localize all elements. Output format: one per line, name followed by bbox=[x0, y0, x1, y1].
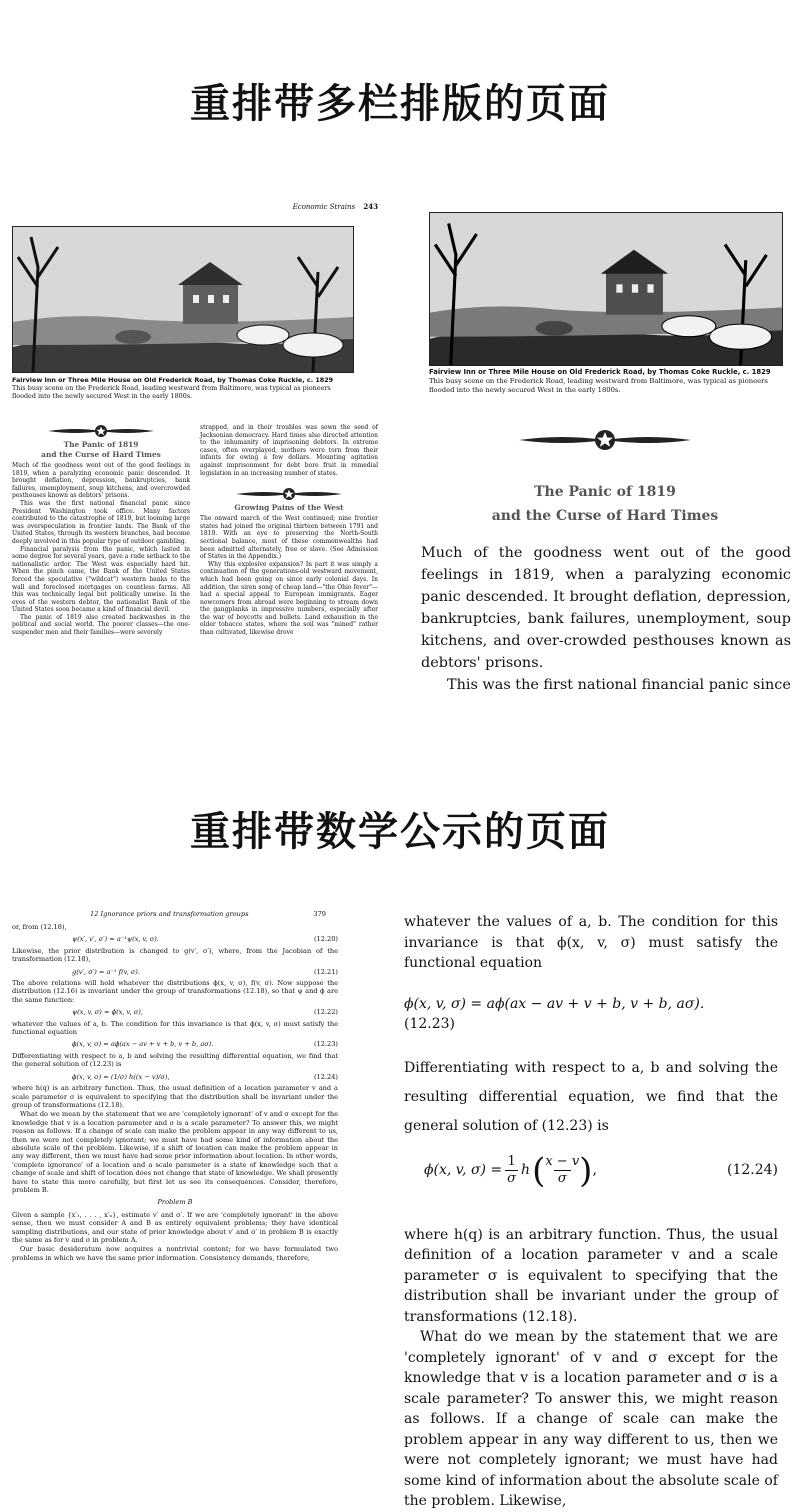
section-heading-math: 重排带数学公示的页面 bbox=[190, 809, 610, 855]
page-number: 243 bbox=[363, 202, 378, 211]
caption-title: Fairview Inn or Three Mile House on Old Frederick Road, by Thomas Coke Ruckle, c. 1829 bbox=[12, 376, 334, 384]
section-heading-multicolumn: 重排带多栏排版的页面 bbox=[190, 81, 610, 127]
engraving-image bbox=[429, 212, 783, 366]
star-ornament bbox=[46, 424, 156, 438]
fraction-x-minus-v-over-sigma: x − v σ bbox=[545, 1154, 580, 1186]
history-reflowed-page bbox=[415, 200, 795, 693]
equation-12-23: ϕ(x, v, σ) = aϕ(ax − av + v + b, v + b, aσ). (12.23) bbox=[404, 995, 705, 1032]
caption-title: Fairview Inn or Three Mile House on Old Frederick Road, by Thomas Coke Ruckle, c. 1829 bbox=[429, 368, 771, 376]
body-column-2b: The onward march of the West continued; nine frontier states had joined the original thirteen between 1791 and 1819. With an eye to preserving the North-South sectional balance, most of these commonwealths had been admitted alternately, free or slave. (See Admission of States in the Appendix.) Why this explosive expansion? In part it was simply a continuation of the generations-old westward movement, which had been going on since early colonial days. In addition, the siren song of cheap land—"the Ohio fever"—had a special appeal to European immigrants. Eager newcomers from abroad were beginning to stream down the gangplanks in impressive numbers, especially after the war of boycotts and bullets. Land exhaustion in the older tobacco states, where the soil was "mined" rather than cultivated, likewise drove bbox=[200, 515, 378, 637]
star-ornament bbox=[517, 428, 693, 452]
body-column-1: Much of the goodness went out of the good feelings in 1819, when a paralyzing economic panic descended. It brought deflation, depression, bankruptcies, bank failures, unemployment, soup kitchens, and overcrowded pesthouses known as debtors' prisons. This was the first national financial panic since President Washington took office. Many factors contributed to the catastrophe of 1819, but looming large was overspeculation in frontier lands. The Bank of the United States, through its western branches, had become deeply involved in this popular type of outdoor gambling. Financial paralysis from the panic, which lasted in some degree for several years, gave a rude setback to the nationalistic ardor. The West was especially hard hit. When the pinch came, the Bank of the United States forced the speculative ("wildcat") western banks to the wall and foreclosed mortgages on countless farms. All this was technically legal but politically unwise. In the eyes of the western debtor, the nationalist Bank of the United States soon became a kind of financial devil. The panic of 1819 also created backwashes in the political and social world. The poorer classes—the one-suspender men and their families—were severely bbox=[12, 462, 190, 637]
math-original-page bbox=[12, 910, 338, 1422]
math-body-small: or, from (12.18), ψ(x′, v′, σ′) = a⁻¹ψ(x, v, σ). (12.20) Likewise, the prior distribution is changed to g(v′, σ′), where, from the Jacobian of the transformation (12.18), g(v′, σ′) = a⁻¹ f(v, σ). (12.21) The above relations will hold whatever the distributions ϕ(x, v, σ), f(v, σ). Now suppose the distribution (12.16) is invariant under the group of transformations (12.18), so that ψ and ϕ are the same function: ψ(x, v, σ) = ϕ(x, v, σ), (12.22) whatever the values of a, b. The condition for this invariance is that ϕ(x, v, σ) must satisfy the functional equation ϕ(x, v, σ) = aϕ(ax − av + v + b, v + b, aσ). (12.23) Differentiating with respect to a, b and solving the resulting differential equation, we find that the general solution of (12.23) is ϕ(x, v, σ) = (1/σ) h((x − v)/σ), (12.24) where h(q) is an arbitrary function. Thus, the usual definition of a location parameter v and a scale parameter σ is equivalent to specifying that the distribution shall be invariant under the group of transformations (12.18). What do we mean by the statement that we are 'completely ignorant' of v and σ except for the knowledge that v is a location parameter and σ is a scale parameter? To answer this, we might reason as follows. If a change of scale can make the problem appear in any way different to us, then we were not completely ignorant; we must have had some kind of information about the absolute scale of the problem. Likewise, if a shift of location can make the problem appear in any way different, then we must have had some prior information about location. In other words, 'complete ignorance' of a location and a scale parameter is a state of knowledge such that a change of scale and shift of location does not change that state of knowledge. We shall presently have to state this more carefully, but first let us see its consequences. Consider, therefore, problem B. Problem B Given a sample {x′₁, . . . , x′ₙ}, estimate v′ and σ′. If we are 'completely ignorant' in the above sense, then we must consider A and B as entirely equivalent problems; they have identical sampling distributions, and our state of prior knowledge about v′ and σ′ in problem B is exactly the same as for v and σ in problem A. Our basic desideratum now acquires a nontrivial content; for we have formulated two problems in which we have the same prior information. Consistency demands, therefore, bbox=[12, 923, 338, 1262]
equation-12-24: ϕ(x, v, σ) = $\frac{1}{\sigma}$ h ( x − v σ ) , (12.24) bbox=[424, 1150, 778, 1191]
star-ornament bbox=[234, 487, 344, 501]
page-number: 379 bbox=[313, 910, 326, 918]
equation-12-22: ψ(x, v, σ) = ϕ(x, v, σ), (12.22) bbox=[72, 1008, 338, 1017]
image-caption bbox=[12, 376, 342, 401]
reflowed-body-text: Much of the goodness went out of the good feelings in 1819, when a paralyzing economic panic descended. It brought deflation, depression, bankruptcies, bank failures, unemployment, soup kitchens, and over-crowded pesthouses known as debtors' prisons. This was the first national financial panic since bbox=[421, 545, 791, 693]
caption-body: This busy scene on the Frederick Road, leading westward from Baltimore, was typical as pioneers flooded into the newly secured West in the early 1800s. bbox=[429, 377, 768, 394]
body-column-2: strapped, and in their troubles was sown the seed of Jacksonian democracy. Hard times also directed attention to the inhumanity of imprisoning debtors. In extreme cases, often overplayed, mothers were torn from their infants for owing a few dollars. Mounting agitation against imprisonment for debt bore fruit in remedial legislation in an increasing number of states. bbox=[200, 424, 378, 477]
math-reflowed-page bbox=[404, 912, 778, 1509]
running-head: Economic Strains 243 bbox=[292, 202, 378, 211]
equation-12-21: g(v′, σ′) = a⁻¹ f(v, σ). (12.21) bbox=[72, 967, 338, 976]
equation-12-24: ϕ(x, v, σ) = (1/σ) h((x − v)/σ), (12.24) bbox=[72, 1072, 338, 1081]
image-caption bbox=[429, 368, 781, 395]
section-title: Growing Pains of the West bbox=[234, 503, 344, 513]
section-title: The Panic of 1819 and the Curse of Hard Times bbox=[41, 440, 161, 459]
caption-body: This busy scene on the Frederick Road, leading westward from Baltimore, was typical as pioneers flooded into the newly secured West in the early 1800s. bbox=[12, 384, 331, 401]
math-body-reflowed: whatever the values of a, b. The condition for this invariance is that ϕ(x, v, σ) must satisfy the functional equation ϕ(x, v, σ) = aϕ(ax − av + v + b, v + b, aσ). (12.23) Differentiating with respect to a, b and solving the resulting differential equation, we find that the general solution of (12.23) is ϕ(x, v, σ) = $\frac{1}{\sigma}$ h ( x − v σ ) , (12.24) where h(q) is an arbitrary function. Thus, the usual definition of a location parameter v and a scale parameter σ is equivalent to specifying that the distribution shall be invariant under the group of transformations (12.18). What do we mean by the statement that we are 'completely ignorant' of v and σ except for the knowledge that v is a location parameter and σ is a scale parameter? To answer this, we might reason as follows. If a change of scale can make the problem appear in any way different to us, then we were not completely ignorant; we must have had some kind of information about the absolute scale of the problem. Likewise, bbox=[404, 914, 778, 1509]
fraction-one-over-sigma: $\frac{1}{\sigma}$ bbox=[507, 1154, 517, 1186]
problem-title: Problem B bbox=[157, 1198, 193, 1207]
equation-12-20: ψ(x′, v′, σ′) = a⁻¹ψ(x, v, σ). (12.20) bbox=[72, 935, 338, 944]
engraving-image bbox=[12, 226, 354, 373]
equation-12-23: ϕ(x, v, σ) = aϕ(ax − av + v + b, v + b, aσ). (12.23) bbox=[72, 1040, 338, 1049]
running-head: 12 Ignorance priors and transformation groups 379 bbox=[90, 910, 326, 918]
history-original-page bbox=[10, 200, 390, 665]
section-title: The Panic of 1819 and the Curse of Hard Times bbox=[491, 484, 719, 524]
